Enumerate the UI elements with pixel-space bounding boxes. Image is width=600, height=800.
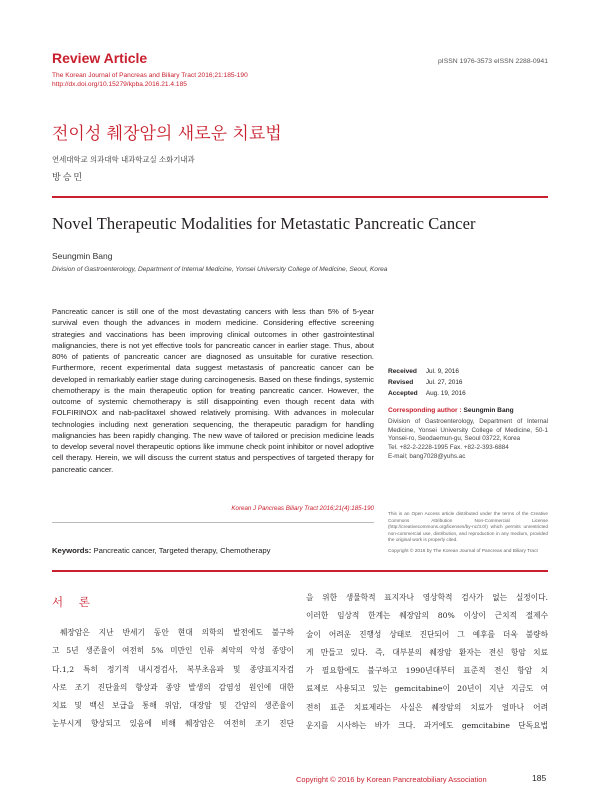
keywords-text: Pancreatic cancer, Targeted therapy, Chemotherapy <box>93 546 271 555</box>
body-line: 가 필요함에도 불구하고 1990년대부터 표준적 전신 항암 치 <box>306 666 548 676</box>
korean-author: 방승민 <box>52 173 85 183</box>
body-line: 다.1,2 특히 정기적 내시경검사, 복부초음파 및 종양표지자검 <box>52 664 294 674</box>
corresponding-author-heading <box>388 407 514 414</box>
keywords-line <box>52 546 271 555</box>
received-label: Received <box>388 368 417 375</box>
revised-row <box>388 379 462 386</box>
issn-numbers: pISSN 1976-3573 eISSN 2288-0941 <box>438 58 548 65</box>
english-author: Seungmin Bang <box>52 251 113 261</box>
body-line: 전히 표준 치료제라는 사실은 췌장암의 치료가 얼마나 어려 <box>306 702 548 712</box>
english-title: Novel Therapeutic Modalities for Metastatic Pancreatic Cancer <box>52 214 476 233</box>
body-line: 이러한 임상적 한계는 췌장암의 80% 이상이 근치적 절제수 <box>306 611 548 621</box>
journal-citation: The Korean Journal of Pancreas and Biliary Tract 2016;21:185-190 <box>52 72 248 79</box>
corresponding-author-label: Corresponding author : <box>388 407 462 414</box>
corresponding-phone: Tel. +82-2-2228-1995 Fax. +82-2-393-6884 <box>388 444 509 452</box>
copyright-notice-small: Copyright © 2016 by The Korean Journal of Pancreas and Biliary Tract <box>388 549 538 554</box>
body-line: 췌장암은 지난 반세기 동안 현대 의학의 발전에도 불구하 <box>60 628 294 637</box>
accepted-label: Accepted <box>388 390 418 397</box>
body-line: 술이 어려운 진행성 상태로 진단되어 그 예후를 더욱 불량하 <box>306 629 548 639</box>
keywords-label: Keywords: <box>52 546 92 555</box>
body-line: 고 5년 생존율이 여전히 5% 미만인 인류 최악의 악성 종양이 <box>52 646 294 656</box>
revised-date: Jul. 27, 2016 <box>425 379 463 386</box>
received-row <box>388 368 459 375</box>
korean-title: 전이성 췌장암의 새로운 치료법 <box>52 124 282 144</box>
body-line: 게 만들고 있다. 즉, 대부분의 췌장암 환자는 전신 항암 치료 <box>306 647 548 657</box>
body-line: 을 위한 생물학적 표지자나 영상학적 검사가 없는 실정이다. <box>306 593 548 602</box>
footer-copyright: Copyright © 2016 by Korean Pancreatobiliary Association <box>296 775 487 784</box>
corresponding-author-details <box>388 418 548 462</box>
body-line: 료제로 사용되고 있는 gemcitabine이 20년이 지난 지금도 여 <box>306 684 548 694</box>
accepted-date: Aug. 19, 2016 <box>425 390 466 397</box>
received-date: Jul. 9, 2016 <box>425 368 459 375</box>
body-line: 치료 및 백신 보급을 통해 위암, 대장암 및 간암의 생존율이 <box>52 701 294 711</box>
article-type-label: Review Article <box>52 50 148 66</box>
body-line: 사로 조기 진단율의 향상과 종양 발생의 감염성 원인에 대한 <box>52 682 294 692</box>
corresponding-author-name: Seungmin Bang <box>463 407 514 414</box>
section-heading: 서 론 <box>52 595 96 609</box>
title-divider <box>52 196 548 198</box>
body-column-left <box>52 624 294 734</box>
revised-label: Revised <box>388 379 414 386</box>
doi-link[interactable]: http://dx.doi.org/10.15279/kpba.2016.21.4.185 <box>52 81 187 88</box>
abstract-divider <box>52 522 374 523</box>
license-notice: This is an Open Access article distributed under the terms of the Creative Commons Attribution Non-Commercial License (http://creativecommons.org/licenses/by-nc/3.0/) which permits unrestricted non-commercial use, distribution, and reproduction in any medium, provided the original work is properly cited. <box>388 511 548 542</box>
body-divider <box>52 570 548 572</box>
body-line: 눈부시게 향상되고 있음에 비해 췌장암은 여전히 조기 진단 <box>52 719 294 729</box>
korean-affiliation: 연세대학교 의과대학 내과학교실 소화기내과 <box>52 155 195 164</box>
corresponding-email[interactable]: E-mail; bang7028@yuhs.ac <box>388 452 466 460</box>
body-column-right <box>306 589 548 735</box>
accepted-row <box>388 390 466 397</box>
abstract-text: Pancreatic cancer is still one of the most devastating cancers with less than 5% of 5-year survival even though the advances in modern medicine. Considering effective screening strategies and vaccinations has been improving clinical outcomes in other gastrointestinal malignancies, there is not yet effective tools for pancreatic cancer in earlier stage. Thus, about 80% of patients of pancreatic cancer are diagnosed as unsuitable for curative resection. Furthermore, recent experimental data suggest metastasis of pancreatic cancer can be developed in remarkably earlier stage during carcinogenesis. Based on these findings, systemic chemotherapy is the main therapeutic option for treating pancreatic cancer. However, the outcome of systemic chemotherapy is still disappointing even though recent data with FOLFIRINOX and nab-paclitaxel showed relatively promising. With advances in molecular technologies including next generation sequencing, the therapeutic paradigm for handling malignancies has been rapidly changing. The new wave of tailored or precision medicine leads to develop several novel therapeutic options like immune check point inhibitor or novel adoptive cell therapy. Herein, we will discuss the current status and perspectives of targeted therapy for pancreatic cancer. <box>52 307 374 474</box>
corresponding-address: Division of Gastroenterology, Department of Internal Medicine, Yonsei University College of Medicine, 50-1 Yonsei-ro, Seodaemun-gu, Seoul 03722, Korea <box>388 418 548 443</box>
page-number: 185 <box>532 773 547 783</box>
english-affiliation: Division of Gastroenterology, Department of Internal Medicine, Yonsei University College of Medicine, Seoul, Korea <box>52 266 388 273</box>
abstract-citation: Korean J Pancreas Biliary Tract 2016;21(4):185-190 <box>231 505 374 512</box>
body-line: 운지를 시사하는 바가 크다. 과거에도 gemcitabine 단독요법 <box>306 721 548 731</box>
